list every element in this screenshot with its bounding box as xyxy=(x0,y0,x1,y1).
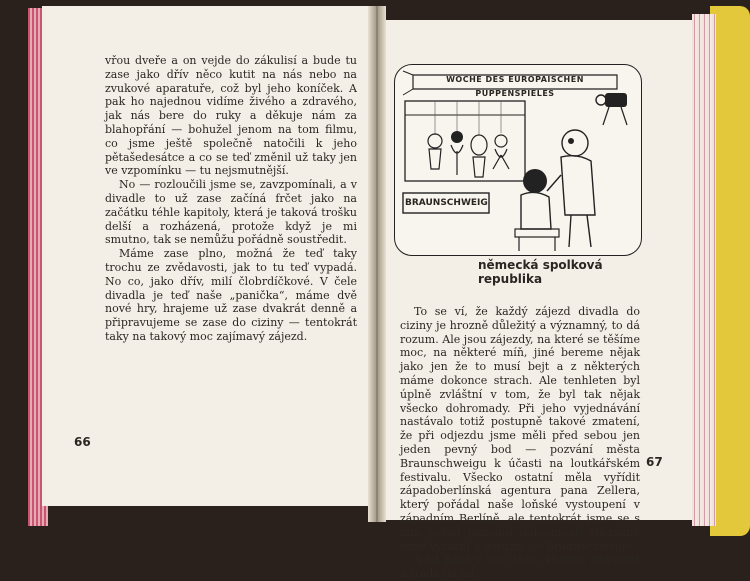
book-gutter xyxy=(368,6,386,522)
city-sign: BRAUNSCHWEIG xyxy=(405,198,488,208)
chapter-title: německá spolková republika xyxy=(478,258,603,286)
left-page-text xyxy=(105,54,357,344)
paragraph: To se ví, že každý zájezd divadla do ciziny je hrozně důležitý a významný, to dá rozum. Ale jsou zájezdy, na které se těšíme moc, na některé míň, jiné bereme nějak jako jen že to musí bejt a z některých máme dokonce strach. Ale tenhleten byl úplně zvláštní v tom, že byl tak nějak všecko dohromady. Při jeho vyjednávání nastávalo totiž postupně takové zmatení, že při odjezdu jsme měli před sebou jen jeden pevný bod — pozvání města Braunschweigu k účasti na loutkářském festivalu. Všecko ostatní měla vyřídit západoberlínská agentura pana Zellera, který pořádal naše loňské vystoupení v západním Berlíně, ale tentokrát jsme se s ním pořád nemohli dohodnout. Nicméně jsme vyrazili a dorazili do Braunschweigu. xyxy=(400,305,640,553)
paragraph: A už jsme v tom lítali. Honem ubytovat a tradá na od- xyxy=(400,553,640,581)
page-number-right: 67 xyxy=(646,455,663,469)
right-page-text xyxy=(400,305,640,581)
paragraph: Máme zase plno, možná že teď taky trochu ze zvědavosti, jak to tu teď vypadá. No co, jako dřív, milí člobrdíčkové. V čele divadla je teď naše „panička“, máme dvě nové hry, hrajeme už zase dvakrát denně a připravujeme se zase do ciziny — tentokrát taky na takový moc zajímavý zájezd. xyxy=(105,247,357,343)
page-stack-right xyxy=(692,14,716,526)
book-cover-edge xyxy=(710,6,750,536)
left-page xyxy=(42,6,374,506)
paragraph: No — rozloučili jsme se, zavzpomínali, a v divadle to už zase začíná frčet jako na začátku téhle kapitoly, která je taková trošku delší a rozházená, protože když je mi smutno, tak se nemůžu pořádně soustředit. xyxy=(105,178,357,247)
right-page xyxy=(378,20,698,581)
puppet-festival-illustration xyxy=(394,64,642,256)
page-number-left: 66 xyxy=(74,435,91,449)
paragraph: vřou dveře a on vejde do zákulisí a bude tu zase jako dřív něco kutit na nás nebo na zvukové aparatuře, což byl jeho koníček. A pak ho najednou vidíme živého a zdravého, jak nás bere do ruky a děkuje nám za blahopřání — bohužel jenom na tom filmu, co jsme ještě společně natočili k jeho pětašedesátce a co se teď změnil už taky jen ve vzpomínku — tu nejsmutnější. xyxy=(105,54,357,178)
festival-banner: WOCHE DES EUROPÄISCHEN PUPPENSPIELES xyxy=(446,75,584,98)
